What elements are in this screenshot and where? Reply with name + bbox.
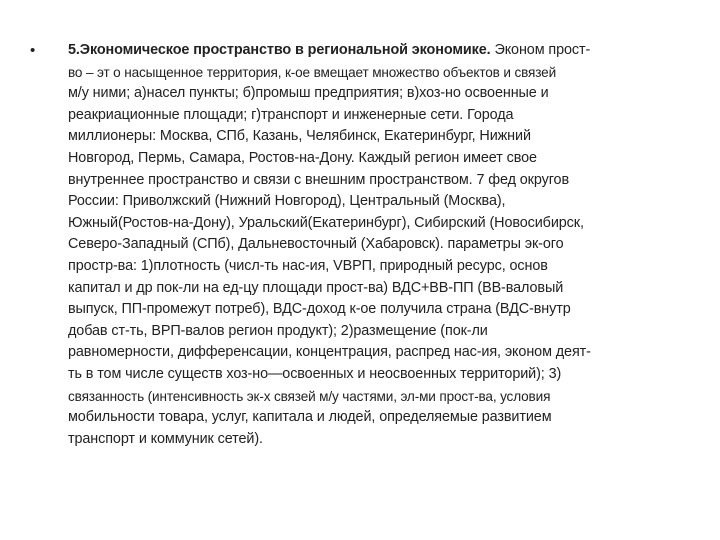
text-line-11: простр-ва: 1)плотность (числ-ть нас-ия, VВРП, природный ресурс, основ (68, 257, 548, 274)
text-line-10: Северо-Западный (СПб), Дальневосточный (Хабаровск). параметры эк-ого (68, 236, 564, 253)
text-line-2: во – эт о насыщенное территория, к-ое вмещает множество объектов и связей (68, 64, 557, 80)
text-line-13: выпуск, ПП-промежут потреб), ВДС-доход к-ое получила страна (ВДС-внутр (68, 301, 571, 318)
bullet-text (68, 40, 693, 450)
section-heading: 5.Экономическое пространство в региональной экономике. (68, 42, 491, 58)
text-line-17: связанность (интенсивность эк-х связей м/у частями, эл-ми прост-ва, условия (68, 388, 551, 404)
text-line-19: транспорт и коммуник сетей). (68, 430, 263, 447)
text-line-14: добав ст-ть, ВРП-валов регион продукт); 2)размещение (пок-ли (68, 322, 488, 339)
text-line-4: реакриационные площади; г)транспорт и инженерные сети. Города (68, 106, 514, 123)
text-line-1 (68, 40, 693, 62)
text-line-6: Новгород, Пермь, Самара, Ростов-на-Дону. Каждый регион имеет свое (68, 149, 537, 166)
bullet-marker: • (30, 42, 36, 59)
text-line-16: ть в том числе существ хоз-но—освоенных и неосвоенных территорий); 3) (68, 365, 562, 382)
text-line-9: Южный(Ростов-на-Дону), Уральский(Екатеринбург), Сибирский (Новосибирск, (68, 214, 584, 231)
text-line-15: равномерности, дифференсации, концентрация, распред нас-ия, эконом деят- (68, 344, 591, 361)
text-line-12: капитал и др пок-ли на ед-цу площади прост-ва) ВДС+ВВ-ПП (ВВ-валовый (68, 279, 564, 296)
text-line-8: России: Приволжский (Нижний Новгород), Центральный (Москва), (68, 193, 506, 210)
text-line-18: мобильности товара, услуг, капитала и людей, определяемые развитием (68, 409, 552, 426)
text-line-5: миллионеры: Москва, СПб, Казань, Челябинск, Екатеринбург, Нижний (68, 128, 531, 145)
text-line-7: внутреннее пространство и связи с внешним пространством. 7 фед округов (68, 171, 569, 188)
text-line-3: м/у ними; а)насел пункты; б)промыш предприятия; в)хоз-но освоенные и (68, 85, 549, 102)
text-line-1-rest: Эконом прост- (494, 42, 591, 58)
